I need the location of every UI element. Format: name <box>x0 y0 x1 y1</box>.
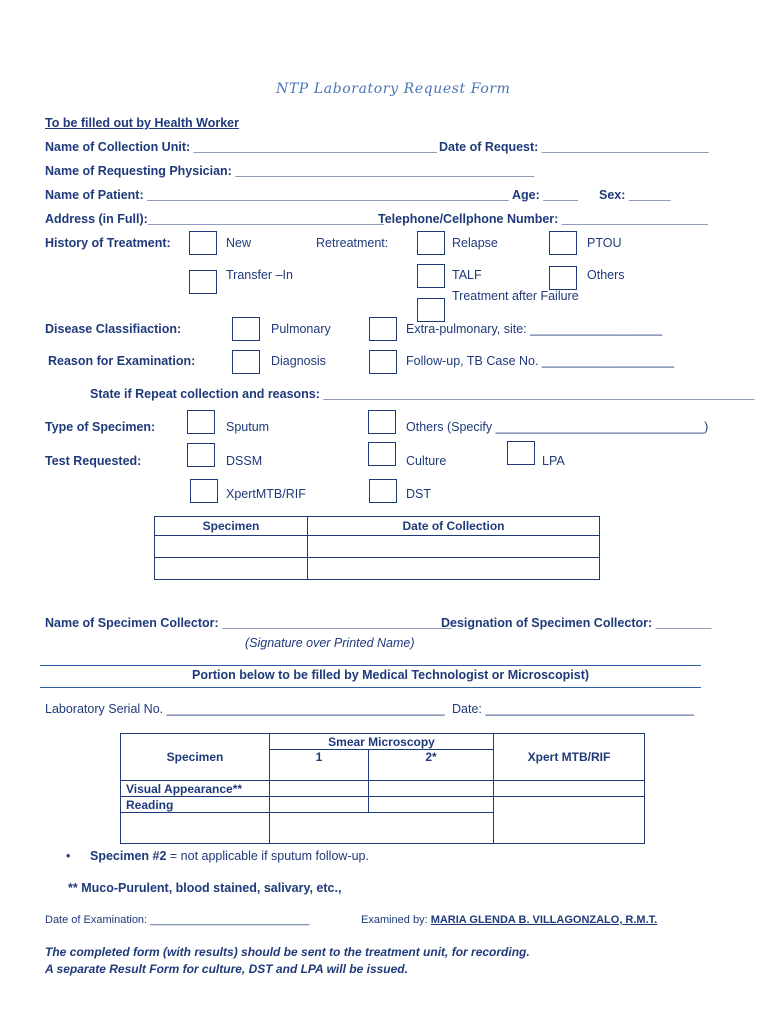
extra-pulmonary-checkbox[interactable] <box>369 317 397 341</box>
treatment-after-failure-label: Treatment after Failure <box>452 289 579 303</box>
date-cell[interactable] <box>308 536 600 558</box>
sputum-label: Sputum <box>226 420 270 434</box>
xpert-label: XpertMTB/RIF <box>226 487 306 501</box>
date-of-examination-field[interactable]: Date of Examination: __________________________ <box>45 914 310 926</box>
reading-cell-2[interactable] <box>369 797 494 813</box>
section-heading-health-worker: To be filled out by Health Worker <box>45 116 240 130</box>
new-label: New <box>226 236 252 250</box>
specimen-collection-table <box>154 516 600 580</box>
lab-serial-field[interactable]: Laboratory Serial No. ________________________________________ <box>45 702 445 716</box>
diagnosis-label: Diagnosis <box>271 354 326 368</box>
specimen2-bold: Specimen #2 <box>90 849 167 863</box>
collector-designation-field[interactable]: Designation of Specimen Collector: ________ <box>441 616 712 630</box>
relapse-checkbox[interactable] <box>417 231 445 255</box>
specimen-cell[interactable] <box>155 536 308 558</box>
section-heading-lab: Portion below to be filled by Medical Technologist or Microscopist) <box>192 668 590 682</box>
pulmonary-label: Pulmonary <box>271 322 331 336</box>
collection-unit-field[interactable]: Name of Collection Unit: ___________________________________ <box>45 140 437 154</box>
reading-cell-1[interactable] <box>270 797 369 813</box>
disease-classification-label: Disease Classifiaction: <box>45 322 182 336</box>
treatment-after-failure-checkbox[interactable] <box>417 298 445 322</box>
specimen2-note <box>90 849 369 863</box>
visual-cell-xpert[interactable] <box>494 781 645 797</box>
examined-by <box>361 914 657 926</box>
sputum-checkbox[interactable] <box>187 410 215 434</box>
extra-cell-specimen[interactable] <box>121 813 270 844</box>
smear-col-1: 1 <box>270 750 369 781</box>
culture-checkbox[interactable] <box>368 442 396 466</box>
reason-for-examination-label: Reason for Examination: <box>48 354 196 368</box>
footer-line-1: The completed form (with results) should be sent to the treatment unit, for recording. <box>45 945 530 959</box>
follow-up-checkbox[interactable] <box>369 350 397 374</box>
specimen-cell[interactable] <box>155 558 308 580</box>
date-of-collection-header: Date of Collection <box>308 517 600 536</box>
extra-cell-smear[interactable] <box>270 813 494 844</box>
bullet: • <box>66 849 71 863</box>
specimen2-rest: = not applicable if sputum follow-up. <box>166 849 369 863</box>
test-requested-label: Test Requested: <box>45 454 142 468</box>
specimen-header: Specimen <box>155 517 308 536</box>
date-cell[interactable] <box>308 558 600 580</box>
ptou-checkbox[interactable] <box>549 231 577 255</box>
divider-top <box>40 665 701 666</box>
new-checkbox[interactable] <box>189 231 217 255</box>
type-of-specimen-label: Type of Specimen: <box>45 420 156 434</box>
lpa-checkbox[interactable] <box>507 441 535 465</box>
table-row <box>121 797 645 813</box>
lab-date-field[interactable]: Date: ______________________________ <box>452 702 694 716</box>
requesting-physician-field[interactable]: Name of Requesting Physician: ___________________________________________ <box>45 164 535 178</box>
footer-line-2: A separate Result Form for culture, DST and LPA will be issued. <box>45 962 408 976</box>
divider-bottom <box>40 687 701 688</box>
examined-by-label: Examined by: <box>361 914 431 926</box>
address-field[interactable]: Address (in Full):__________________________________ <box>45 212 385 226</box>
patient-name-field[interactable]: Name of Patient: ____________________________________________________ <box>45 188 509 202</box>
ptou-label: PTOU <box>587 236 622 250</box>
extra-pulmonary-field[interactable]: Extra-pulmonary, site: ___________________ <box>406 322 663 336</box>
results-specimen-header: Specimen <box>121 734 270 781</box>
others-treatment-checkbox[interactable] <box>549 266 577 290</box>
form-title: NTP Laboratory Request Form <box>276 81 511 97</box>
retreatment-label: Retreatment: <box>316 236 389 250</box>
telephone-field[interactable]: Telephone/Cellphone Number: _____________________ <box>378 212 708 226</box>
history-of-treatment-label: History of Treatment: <box>45 236 171 250</box>
others-specimen-field[interactable]: Others (Specify ______________________________) <box>406 420 709 434</box>
table-row <box>155 536 600 558</box>
relapse-label: Relapse <box>452 236 498 250</box>
table-row <box>155 558 600 580</box>
results-table <box>120 733 645 844</box>
age-field[interactable]: Age: _____ <box>512 188 579 202</box>
follow-up-field[interactable]: Follow-up, TB Case No. ___________________ <box>406 354 675 368</box>
xpert-checkbox[interactable] <box>190 479 218 503</box>
dssm-checkbox[interactable] <box>187 443 215 467</box>
visual-cell-2[interactable] <box>369 781 494 797</box>
pulmonary-checkbox[interactable] <box>232 317 260 341</box>
reading-cell-xpert[interactable] <box>494 797 645 844</box>
date-of-request-field[interactable]: Date of Request: ________________________ <box>439 140 709 154</box>
reading-label: Reading <box>121 797 270 813</box>
others-treatment-label: Others <box>587 268 625 282</box>
visual-cell-1[interactable] <box>270 781 369 797</box>
diagnosis-checkbox[interactable] <box>232 350 260 374</box>
visual-appearance-label: Visual Appearance** <box>121 781 270 797</box>
transfer-in-label: Transfer –In <box>226 268 293 282</box>
xpert-header: Xpert MTB/RIF <box>494 734 645 781</box>
dssm-label: DSSM <box>226 454 263 468</box>
examiner-name: MARIA GLENDA B. VILLAGONZALO, R.M.T. <box>430 914 658 926</box>
dst-label: DST <box>406 487 431 501</box>
talf-checkbox[interactable] <box>417 264 445 288</box>
culture-label: Culture <box>406 454 447 468</box>
muco-note: ** Muco-Purulent, blood stained, salivary, etc., <box>68 881 342 895</box>
smear-microscopy-header: Smear Microscopy <box>270 734 494 750</box>
specimen-collector-field[interactable]: Name of Specimen Collector: _________________________________ <box>45 616 452 630</box>
others-specimen-checkbox[interactable] <box>368 410 396 434</box>
talf-label: TALF <box>452 268 482 282</box>
sex-field[interactable]: Sex: ______ <box>599 188 671 202</box>
lpa-label: LPA <box>542 454 565 468</box>
dst-checkbox[interactable] <box>369 479 397 503</box>
table-row <box>121 781 645 797</box>
repeat-collection-field[interactable]: State if Repeat collection and reasons: ______________________________________________________________ <box>90 387 755 401</box>
smear-col-2: 2* <box>369 750 494 781</box>
transfer-in-checkbox[interactable] <box>189 270 217 294</box>
signature-caption: (Signature over Printed Name) <box>245 636 415 650</box>
